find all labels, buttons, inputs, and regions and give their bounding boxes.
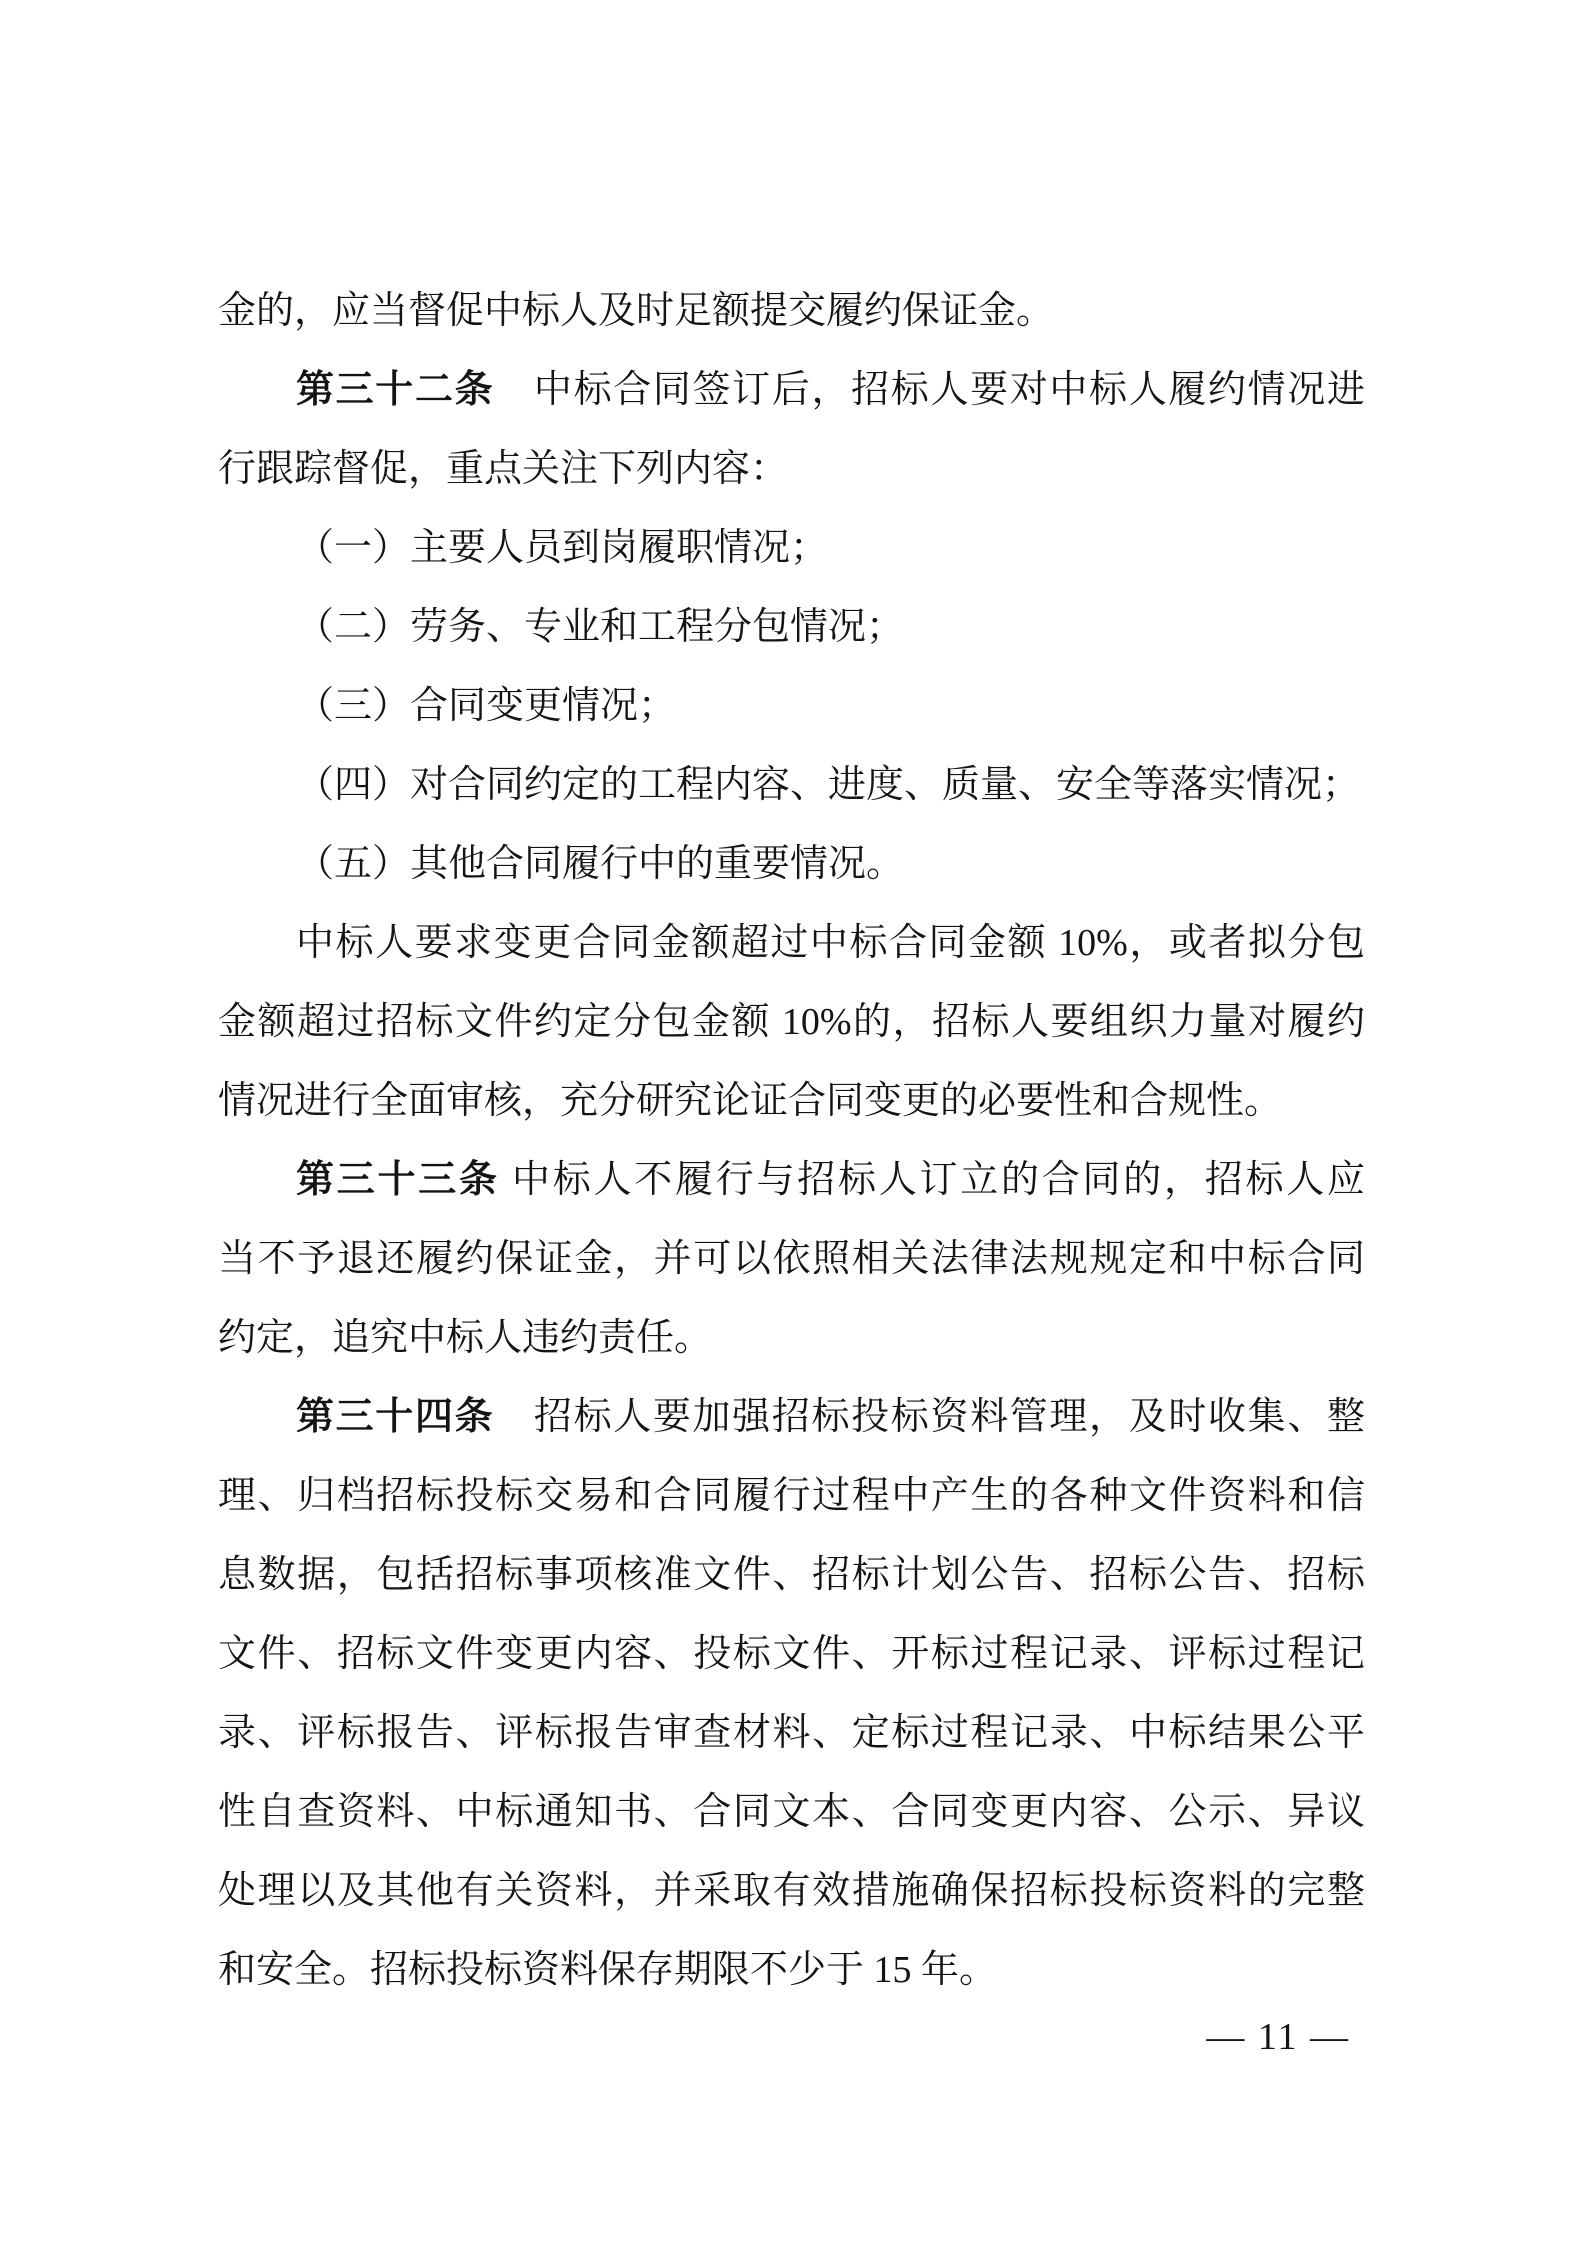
body-line bbox=[218, 1378, 1365, 1457]
list-item bbox=[218, 509, 1365, 588]
page-number: — 11 — bbox=[1206, 2016, 1350, 2058]
line-text: 中标合同签订后，招标人要对中标人履约情况进 bbox=[494, 369, 1365, 411]
line-text: 金的，应当督促中标人及时足额提交履约保证金。 bbox=[218, 290, 1055, 332]
list-item bbox=[218, 667, 1365, 746]
line-text: 中标人不履行与招标人订立的合同的，招标人应 bbox=[499, 1159, 1365, 1201]
line-text: 金额超过招标文件约定分包金额 10%的，招标人要组织力量对履约 bbox=[218, 1001, 1365, 1043]
body-line bbox=[218, 1141, 1365, 1220]
line-text: （五）其他合同履行中的重要情况。 bbox=[296, 843, 905, 885]
body-line bbox=[218, 351, 1365, 430]
line-text: 情况进行全面审核，充分研究论证合同变更的必要性和合规性。 bbox=[218, 1080, 1283, 1122]
line-text: （二）劳务、专业和工程分包情况； bbox=[296, 606, 905, 648]
body-line bbox=[218, 1457, 1365, 1536]
line-text: 和安全。招标投标资料保存期限不少于 15 年。 bbox=[218, 1949, 998, 1991]
line-text: 当不予退还履约保证金，并可以依照相关法律法规规定和中标合同 bbox=[218, 1238, 1365, 1280]
line-text: 处理以及其他有关资料，并采取有效措施确保招标投标资料的完整 bbox=[218, 1870, 1365, 1912]
line-text: 理、归档招标投标交易和合同履行过程中产生的各种文件资料和信 bbox=[218, 1475, 1365, 1517]
body-line bbox=[218, 1852, 1365, 1931]
article-number: 第三十四条 bbox=[296, 1396, 495, 1438]
line-text: 招标人要加强招标投标资料管理，及时收集、整 bbox=[494, 1396, 1365, 1438]
line-text: （四）对合同约定的工程内容、进度、质量、安全等落实情况； bbox=[296, 764, 1361, 806]
body-line bbox=[218, 1615, 1365, 1694]
body-line bbox=[218, 430, 1365, 509]
line-text: （一）主要人员到岗履职情况； bbox=[296, 527, 829, 569]
document-body bbox=[218, 272, 1365, 2010]
article-number: 第三十三条 bbox=[296, 1159, 500, 1201]
body-line bbox=[218, 1062, 1365, 1141]
body-line bbox=[218, 904, 1365, 983]
body-line bbox=[218, 272, 1365, 351]
body-line bbox=[218, 1220, 1365, 1299]
line-text: 息数据，包括招标事项核准文件、招标计划公告、招标公告、招标 bbox=[218, 1554, 1365, 1596]
line-text: 录、评标报告、评标报告审查材料、定标过程记录、中标结果公平 bbox=[218, 1712, 1365, 1754]
line-text: 性自查资料、中标通知书、合同文本、合同变更内容、公示、异议 bbox=[218, 1791, 1365, 1833]
line-text: （三）合同变更情况； bbox=[296, 685, 677, 727]
body-line bbox=[218, 1931, 1365, 2010]
body-line bbox=[218, 983, 1365, 1062]
line-text: 文件、招标文件变更内容、投标文件、开标过程记录、评标过程记 bbox=[218, 1633, 1365, 1675]
body-line bbox=[218, 1773, 1365, 1852]
line-text: 中标人要求变更合同金额超过中标合同金额 10%，或者拟分包 bbox=[296, 922, 1365, 964]
body-line bbox=[218, 1694, 1365, 1773]
list-item bbox=[218, 746, 1365, 825]
line-text: 约定，追究中标人违约责任。 bbox=[218, 1317, 713, 1359]
list-item bbox=[218, 825, 1365, 904]
article-number: 第三十二条 bbox=[296, 369, 495, 411]
body-line bbox=[218, 1536, 1365, 1615]
line-text: 行跟踪督促，重点关注下列内容： bbox=[218, 448, 789, 490]
list-item bbox=[218, 588, 1365, 667]
body-line bbox=[218, 1299, 1365, 1378]
